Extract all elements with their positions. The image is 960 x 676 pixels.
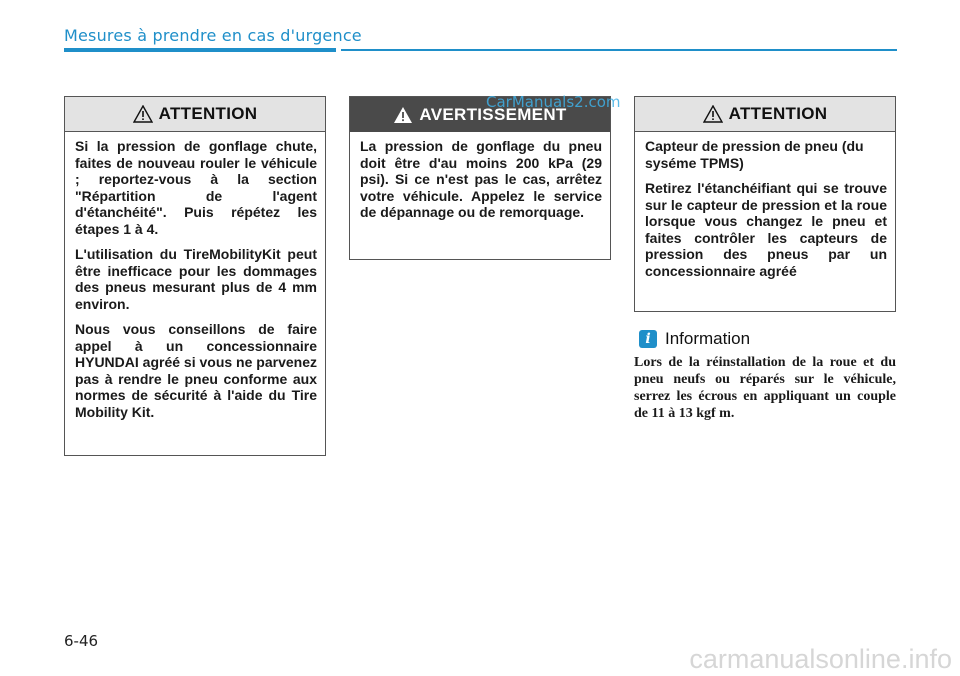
info-icon: i [639, 330, 657, 348]
warning-triangle-icon [133, 105, 153, 123]
information-text: Lors de la réinstallation de la roue et du pneu neufs ou réparés sur le véhicule, serrez les écrous en appliquant un couple de 11 à 13 kgf m. [634, 355, 896, 421]
attention-box-left [64, 96, 326, 456]
attention-title: ATTENTION [158, 104, 258, 123]
warning-box [349, 96, 611, 260]
page-number: 6-46 [64, 632, 99, 650]
attention-paragraph: Nous vous conseillons de faire appel à un concessionnaire HYUNDAI agréé si vous ne parvenez pas à rendre le pneu conforme aux normes de sécurité à l'aide du Tire Mobility Kit. [75, 321, 317, 420]
attention-paragraph: L'utilisation du TireMobilityKit peut être inefficace pour les dommages des pneus mesurant plus de 4 mm environ. [75, 246, 317, 312]
warning-title: AVERTISSEMENT [419, 104, 567, 124]
warning-triangle-icon [703, 105, 723, 123]
footer-brand: carmanualsonline.info [689, 644, 952, 674]
attention-header [65, 97, 325, 132]
information-header [639, 329, 750, 349]
header-rule-thin [341, 49, 897, 51]
section-title: Mesures à prendre en cas d'urgence [64, 26, 362, 45]
watermark-text: CarManuals2.com [486, 93, 621, 111]
attention-title: ATTENTION [728, 104, 828, 123]
warning-paragraph: La pression de gonflage du pneu doit être d'au moins 200 kPa (29 psi). Si ce n'est pas le cas, arrêtez votre véhicule. Appelez le service de dépannage ou de remorquage. [360, 138, 602, 220]
information-title: Information [665, 329, 751, 348]
attention-paragraph: Capteur de pression de pneu (du syséme TPMS) [645, 138, 864, 171]
header-rule-thick [64, 48, 336, 52]
attention-box-right [634, 96, 896, 312]
attention-paragraph: Retirez l'étanchéifiant qui se trouve sur le capteur de pression et la roue lorsque vous changez le pneu et faites contrôler les capteurs de pression des pneus par un concessionnaire agréé [645, 180, 887, 279]
warning-triangle-icon [393, 106, 413, 124]
attention-paragraph: Si la pression de gonflage chute, faites de nouveau rouler le véhicule ; reportez-vous à la section "Répartition de l'agent d'étanchéité". Puis répétez les étapes 1 à 4. [75, 138, 317, 237]
attention-header [635, 97, 895, 132]
